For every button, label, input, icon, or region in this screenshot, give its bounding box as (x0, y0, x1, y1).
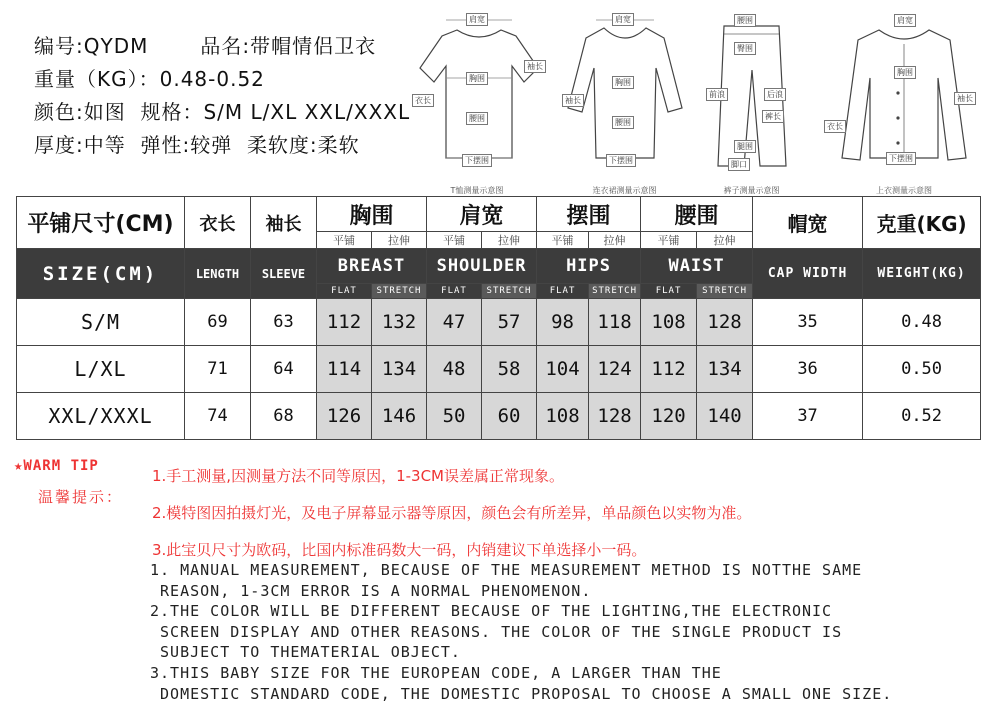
sketch-tag: 胸围 (612, 76, 634, 89)
measurement-sketches (412, 8, 992, 194)
product-name: 品名:带帽情侣卫衣 (200, 34, 377, 58)
en-header-row (17, 249, 981, 284)
sub-stretch-en: STRETCH (372, 284, 427, 299)
tshirt-sketch (412, 8, 542, 194)
cell-shoulder-stretch: 58 (482, 346, 537, 393)
sub-flat-en: FLAT (641, 284, 697, 299)
sub-stretch-cn: 拉伸 (697, 232, 753, 249)
cell-weight: 0.50 (863, 346, 981, 393)
size-table (16, 196, 981, 440)
sketch-tag: 腰围 (734, 14, 756, 27)
sub-flat-cn: 平铺 (317, 232, 372, 249)
cell-hips-flat: 98 (537, 299, 589, 346)
table-row (17, 393, 981, 440)
sub-flat-cn: 平铺 (641, 232, 697, 249)
sketch-tag: 肩宽 (612, 13, 634, 26)
col-breast-cn: 胸围 (317, 197, 427, 232)
cell-length: 69 (185, 299, 251, 346)
cell-shoulder-stretch: 60 (482, 393, 537, 440)
sketch-tag: 肩宽 (466, 13, 488, 26)
sketch-tag: 衣长 (824, 120, 846, 133)
sub-flat-en: FLAT (427, 284, 482, 299)
sketch-tag: 裤长 (762, 110, 784, 123)
sketch-tag: 胸围 (894, 66, 916, 79)
cell-length: 71 (185, 346, 251, 393)
cell-waist-stretch: 140 (697, 393, 753, 440)
sketch-tag: 胸围 (466, 72, 488, 85)
col-waist-en: WAIST (641, 249, 753, 284)
cell-hips-stretch: 118 (589, 299, 641, 346)
cell-waist-flat: 112 (641, 346, 697, 393)
cell-sleeve: 64 (251, 346, 317, 393)
product-code: 编号:QYDM (34, 34, 149, 58)
sketch-tag: 脚口 (728, 158, 750, 171)
cell-hips-stretch: 128 (589, 393, 641, 440)
sketch-tag: 衣长 (412, 94, 434, 107)
product-elasticity: 弹性:较弹 (140, 133, 233, 157)
table-row (17, 299, 981, 346)
cell-hips-stretch: 124 (589, 346, 641, 393)
sketch-caption: 裤子测量示意图 (723, 186, 780, 195)
product-softness: 柔软度:柔软 (246, 133, 360, 157)
sketch-tag: 前浪 (706, 88, 728, 101)
sub-flat-cn: 平铺 (537, 232, 589, 249)
sketch-tag: 后浪 (764, 88, 786, 101)
sketch-tag: 腰围 (466, 112, 488, 125)
cell-waist-flat: 108 (641, 299, 697, 346)
col-length-cn: 衣长 (185, 197, 251, 249)
cn-tip-3: 3.此宝贝尺寸为欧码，比国内标准码数大一码，内销建议下单选择小一码。 (152, 541, 647, 559)
product-spec: 规格：S/M L/XL XXL/XXXL (140, 100, 411, 124)
cell-shoulder-flat: 50 (427, 393, 482, 440)
col-shoulder-en: SHOULDER (427, 249, 537, 284)
cell-length: 74 (185, 393, 251, 440)
info-row-1 (34, 30, 410, 63)
cell-cap: 36 (753, 346, 863, 393)
col-sleeve-en: SLEEVE (251, 249, 317, 299)
cn-tip-1: 1.手工测量,因测量方法不同等原因，1-3CM误差属正常现象。 (152, 467, 564, 485)
cn-tip-2: 2.模特图因拍摄灯光，及电子屏幕显示器等原因，颜色会有所差异，单品颜色以实物为准。 (152, 504, 752, 522)
sub-stretch-cn: 拉伸 (482, 232, 537, 249)
cell-weight: 0.52 (863, 393, 981, 440)
cell-cap: 37 (753, 393, 863, 440)
col-weight-cn: 克重(KG) (863, 197, 981, 249)
sub-stretch-en: STRETCH (482, 284, 537, 299)
shirt-sketch (562, 8, 687, 194)
col-weight-en: WEIGHT(KG) (863, 249, 981, 299)
cn-tips (152, 458, 751, 569)
col-hips-cn: 摆围 (537, 197, 641, 232)
cell-breast-stretch: 132 (372, 299, 427, 346)
product-weight: 重量（KG）：0.48-0.52 (34, 67, 265, 91)
cell-cap: 35 (753, 299, 863, 346)
table-row (17, 346, 981, 393)
cell-hips-flat: 104 (537, 346, 589, 393)
cn-header-row (17, 197, 981, 232)
info-row-2 (34, 63, 410, 96)
sketch-caption: T恤测量示意图 (450, 186, 504, 195)
cell-breast-flat: 126 (317, 393, 372, 440)
col-cap-cn: 帽宽 (753, 197, 863, 249)
sketch-tag: 肩宽 (894, 14, 916, 27)
sketch-tag: 下摆围 (606, 154, 636, 167)
sketch-tag: 腰围 (612, 116, 634, 129)
cell-sleeve: 63 (251, 299, 317, 346)
col-size-en: SIZE(CM) (17, 249, 185, 299)
shirt-icon (562, 8, 687, 178)
cell-breast-stretch: 134 (372, 346, 427, 393)
cell-waist-flat: 120 (641, 393, 697, 440)
cell-breast-flat: 114 (317, 346, 372, 393)
col-hips-en: HIPS (537, 249, 641, 284)
sketch-caption: 上衣测量示意图 (876, 186, 932, 195)
sub-flat-en: FLAT (537, 284, 589, 299)
col-sleeve-cn: 袖长 (251, 197, 317, 249)
product-color: 颜色:如图 (34, 100, 126, 124)
sub-stretch-cn: 拉伸 (372, 232, 427, 249)
cell-waist-stretch: 134 (697, 346, 753, 393)
cell-size: L/XL (17, 346, 185, 393)
sketch-tag: 袖长 (954, 92, 976, 105)
cell-breast-flat: 112 (317, 299, 372, 346)
col-shoulder-cn: 肩宽 (427, 197, 537, 232)
sub-flat-en: FLAT (317, 284, 372, 299)
cell-shoulder-flat: 48 (427, 346, 482, 393)
cell-shoulder-flat: 47 (427, 299, 482, 346)
cell-breast-stretch: 146 (372, 393, 427, 440)
info-row-3 (34, 96, 410, 129)
col-length-en: LENGTH (185, 249, 251, 299)
info-row-4 (34, 129, 410, 162)
jacket-sketch (824, 8, 984, 194)
product-info (34, 30, 410, 162)
en-tips: 1. MANUAL MEASUREMENT, BECAUSE OF THE MEASUREMENT METHOD IS NOTTHE SAME REASON, 1-3CM ERROR IS A NORMAL PHENOMENON. 2.THE COLOR WILL BE DIFFERENT BECAUSE OF THE LIGHTING,THE ELECTRONIC SCREEN DISPLAY AND OTHER REASONS. THE COLOR OF THE SINGLE PRODUCT IS SUBJECT TO THEMATERIAL OBJECT. 3.THIS BABY SIZE FOR THE EUROPEAN CODE, A LARGER THAN THE DOMESTIC STANDARD CODE, THE DOMESTIC PROPOSAL TO CHOOSE A SMALL ONE SIZE. (150, 561, 893, 703)
sketch-tag: 臀围 (734, 42, 756, 55)
col-breast-en: BREAST (317, 249, 427, 284)
sketch-caption: 连衣裙测量示意图 (592, 186, 657, 195)
sub-stretch-en: STRETCH (589, 284, 641, 299)
sub-flat-cn: 平铺 (427, 232, 482, 249)
warm-tip-label-cn: 温馨提示： (38, 488, 124, 506)
sketch-tag: 下摆围 (462, 154, 492, 167)
sketch-tag: 下摆围 (886, 152, 916, 165)
sketch-tag: 袖长 (524, 60, 546, 73)
cell-weight: 0.48 (863, 299, 981, 346)
cell-size: XXL/XXXL (17, 393, 185, 440)
cell-waist-stretch: 128 (697, 299, 753, 346)
sub-stretch-en: STRETCH (697, 284, 753, 299)
product-thickness: 厚度:中等 (34, 133, 126, 157)
sketch-tag: 腿围 (734, 140, 756, 153)
sketch-tag: 袖长 (562, 94, 584, 107)
tshirt-icon (412, 8, 542, 178)
cell-sleeve: 68 (251, 393, 317, 440)
col-cap-en: CAP WIDTH (753, 249, 863, 299)
col-waist-cn: 腰围 (641, 197, 753, 232)
cell-shoulder-stretch: 57 (482, 299, 537, 346)
cell-hips-flat: 108 (537, 393, 589, 440)
col-size-cn: 平铺尺寸(CM) (17, 197, 185, 249)
cell-size: S/M (17, 299, 185, 346)
pants-sketch (704, 8, 799, 194)
sub-stretch-cn: 拉伸 (589, 232, 641, 249)
warm-tip-label: ★WARM TIP (14, 458, 99, 474)
